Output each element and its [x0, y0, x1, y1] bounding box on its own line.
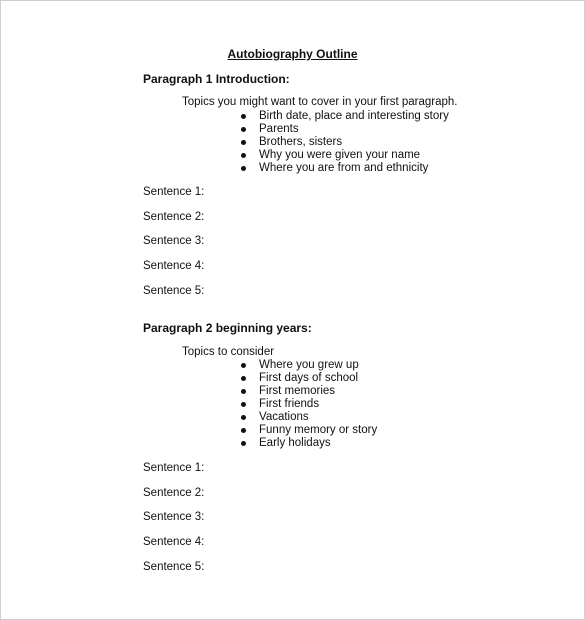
list-item: Funny memory or story	[240, 424, 377, 437]
bullet-icon	[241, 166, 246, 171]
bullet-icon	[241, 363, 246, 368]
bullet-icon	[241, 376, 246, 381]
section-1-heading: Paragraph 1 Introduction:	[143, 72, 290, 86]
list-item: Brothers, sisters	[240, 136, 449, 149]
section-2-heading: Paragraph 2 beginning years:	[143, 321, 312, 335]
sentence-label: Sentence 5:	[143, 284, 205, 297]
list-item: Where you are from and ethnicity	[240, 162, 449, 175]
list-item: Where you grew up	[240, 359, 377, 372]
bullet-icon	[241, 153, 246, 158]
sentence-label: Sentence 4:	[143, 260, 205, 273]
section-2-topic-list	[240, 359, 377, 450]
list-item: Why you were given your name	[240, 149, 449, 162]
list-item: First friends	[240, 398, 377, 411]
bullet-icon	[241, 402, 246, 407]
sentence-label: Sentence 3:	[143, 511, 205, 524]
bullet-icon	[241, 415, 246, 420]
section-1-topic-list	[240, 110, 449, 175]
list-item: Parents	[240, 123, 449, 136]
sentence-label: Sentence 5:	[143, 560, 205, 573]
sentence-label: Sentence 1:	[143, 186, 205, 198]
section-2-intro: Topics to consider	[182, 346, 275, 358]
list-item: First days of school	[240, 372, 377, 385]
sentence-label: Sentence 2:	[143, 486, 205, 499]
list-item: Vacations	[240, 411, 377, 424]
bullet-icon	[241, 389, 246, 394]
section-1-sentence-list	[143, 186, 204, 309]
list-item: Birth date, place and interesting story	[240, 110, 449, 123]
sentence-label: Sentence 2:	[143, 210, 205, 223]
sentence-label: Sentence 1:	[143, 462, 205, 474]
document-title: Autobiography Outline	[227, 47, 358, 61]
sentence-label: Sentence 4:	[143, 536, 205, 549]
bullet-icon	[241, 140, 246, 145]
list-item: Early holidays	[240, 437, 377, 450]
bullet-icon	[241, 127, 246, 132]
list-item: First memories	[240, 385, 377, 398]
bullet-icon	[241, 428, 246, 433]
section-2-sentence-list	[143, 462, 204, 585]
bullet-icon	[241, 441, 246, 446]
bullet-icon	[241, 114, 246, 119]
section-1-intro: Topics you might want to cover in your first paragraph.	[182, 96, 458, 108]
sentence-label: Sentence 3:	[143, 235, 205, 248]
